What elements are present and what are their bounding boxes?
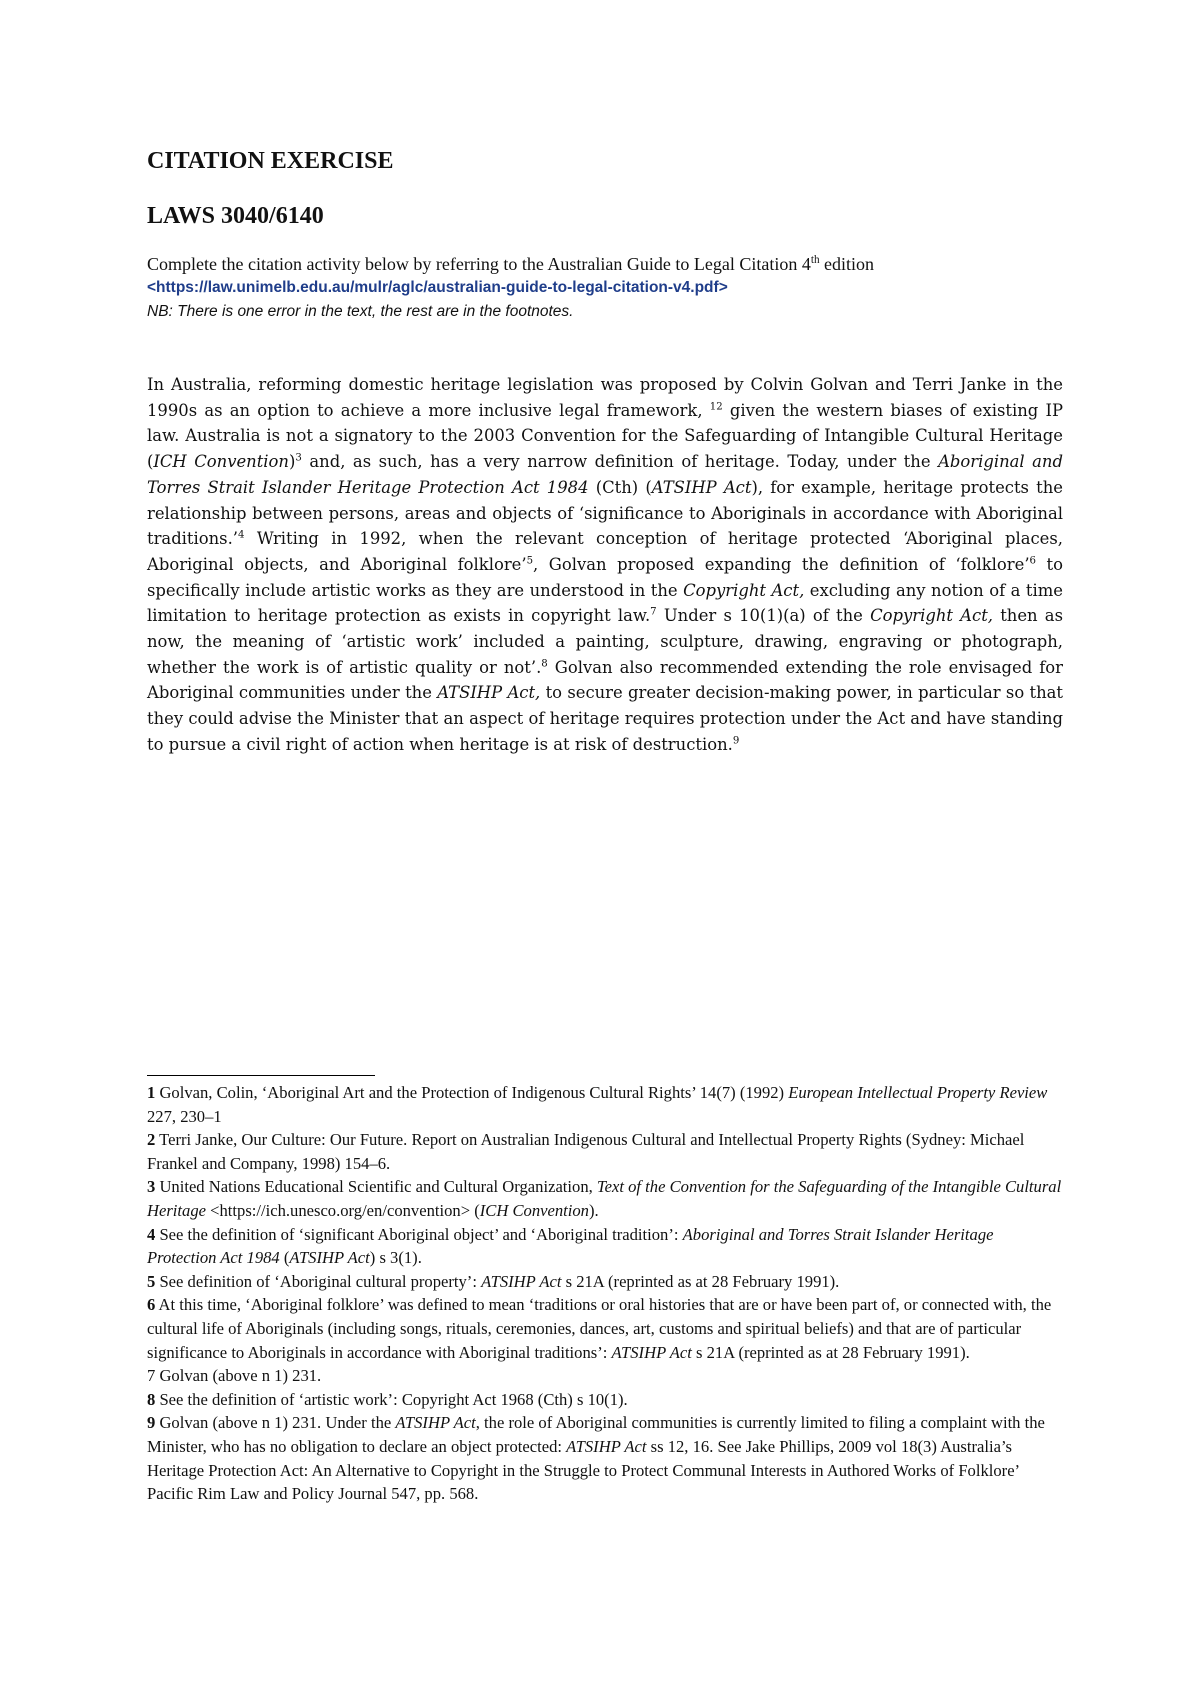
text-run: then as now, the meaning of ‘artistic work’ included a painting, sculpture, drawing, engraving or photograph, whether the work is of artistic quality or not’. — [147, 606, 1063, 677]
footnote-ref[interactable]: 4 — [238, 529, 245, 541]
footnote-9 — [147, 1411, 1063, 1505]
text-run: to secure greater decision-making power, in particular so that they could advise the Minister that an aspect of heritage requires protection under the Act and have standing to pursue a civil right of action when heritage is at risk of destruction. — [147, 683, 1064, 754]
italic-term: ATSIHP Act — [395, 1413, 476, 1433]
footnote-6 — [147, 1293, 1063, 1364]
footnote-number: 6 — [147, 1295, 156, 1315]
footnote-number: 9 — [147, 1413, 156, 1433]
course-code: LAWS 3040/6140 — [147, 203, 324, 229]
italic-term: ATSIHP Act, — [437, 683, 541, 703]
nb-note: NB: There is one error in the text, the rest are in the footnotes. — [147, 303, 574, 320]
text-run: Under s 10(1)(a) of the — [656, 606, 871, 626]
footnote-ref[interactable]: 12 — [709, 401, 723, 413]
ordinal-suffix: th — [810, 254, 820, 267]
instruction-line — [147, 252, 1067, 276]
footnote-ref[interactable]: 7 — [650, 607, 657, 619]
italic-term: ATSIHP Act — [611, 1342, 692, 1362]
text-run: <https://ich.unesco.org/en/convention> ( — [206, 1200, 480, 1220]
document-title: CITATION EXERCISE — [147, 148, 394, 174]
footnote-ref[interactable]: 3 — [295, 452, 302, 464]
footnote-separator — [147, 1075, 375, 1076]
text-run: See the definition of ‘significant Aboriginal object’ and ‘Aboriginal tradition’: — [155, 1224, 683, 1244]
footnote-number: 2 — [147, 1130, 156, 1150]
footnote-1 — [147, 1081, 1063, 1128]
italic-term: ATSIHP Act — [651, 477, 752, 497]
footnote-7 — [147, 1364, 1063, 1388]
text-run: to specifically include artistic works as they are understood in the — [147, 554, 1063, 600]
text-run: In Australia, reforming domestic heritage legislation was proposed by Colvin Golvan and Terri Janke in the 1990s as an option to achieve a more inclusive legal framework, — [147, 375, 1063, 420]
italic-term: ATSIHP Act — [289, 1248, 370, 1268]
text-run: United Nations Educational Scientific and Cultural Organization, — [155, 1177, 597, 1197]
footnote-ref[interactable]: 6 — [1029, 555, 1037, 567]
footnote-number: 3 — [147, 1177, 156, 1197]
text-run: , the role of Aboriginal communities is currently limited to filing a complaint with the Minister, who has no obligation to declare an object protected: — [147, 1413, 1045, 1456]
footnotes — [147, 1081, 1063, 1506]
italic-term: ATSIHP Act — [566, 1436, 647, 1456]
italic-term: Copyright Act, — [683, 580, 805, 600]
footnote-number: 8 — [147, 1389, 156, 1409]
footnote-number: 4 — [147, 1224, 156, 1244]
text-run: given the western biases of existing IP law. Australia is not a signatory to the 2003 Convention for the Safeguarding of Intangible Cultural Heritage ( — [147, 400, 1063, 472]
italic-term: European Intellectual Property Review — [788, 1083, 1048, 1102]
italic-term: ATSIHP Act — [481, 1271, 562, 1291]
text-run: ) — [288, 452, 296, 472]
text-run: ), for example, heritage protects the relationship between persons, areas and objects of ‘significance to Aboriginals in accordance with Aboriginal traditions.’ — [147, 477, 1063, 549]
italic-term: Copyright Act, — [870, 606, 993, 626]
footnote-5 — [147, 1270, 1063, 1294]
text-run: (Cth) ( — [588, 477, 652, 497]
text-run: excluding any notion of a time limitation to heritage protection as exists in copyright law. — [147, 580, 1063, 626]
text-run: and, as such, has a very narrow definition of heritage. Today, under the — [301, 452, 939, 472]
text-run: ( — [279, 1248, 290, 1268]
footnote-ref[interactable]: 5 — [526, 555, 534, 567]
instruction-text-end: edition — [819, 254, 875, 274]
text-run: ). — [588, 1200, 599, 1220]
footnote-number: 1 — [147, 1083, 156, 1102]
text-run: , Golvan proposed expanding the definition of ‘folklore’ — [533, 554, 1030, 574]
text-run: ) s 3(1). — [369, 1248, 422, 1268]
text-run: Golvan also recommended extending the role envisaged for Aboriginal communities under the — [147, 657, 1063, 703]
instruction-text: Complete the citation activity below by referring to the Australian Guide to Legal Citation 4 — [147, 254, 811, 274]
instructions — [147, 252, 1067, 324]
text-run: See definition of ‘Aboriginal cultural property’: — [155, 1271, 482, 1291]
body-paragraph — [147, 372, 1063, 758]
italic-term: ICH Convention — [479, 1200, 589, 1220]
text-run: At this time, ‘Aboriginal folklore’ was defined to mean ‘traditions or oral histories that are or have been part of, or connected with, the cultural life of Aboriginals (including songs, rituals, ceremonies, dances, art, customs and spiritual beliefs) and that are of particular significance to Aboriginals in accordance with Aboriginal traditions’: — [147, 1295, 1052, 1362]
footnote-ref[interactable]: 9 — [732, 735, 740, 747]
text-run: ss 12, 16. See Jake Phillips, 2009 vol 18(3) Australia’s Heritage Protection Act: An Alternative to Copyright in the Struggle to Protect Communal Interests in Authored Works of Folklore’ Pacific Rim Law and Policy Journal 547, pp. 568. — [147, 1436, 1019, 1504]
footnote-2 — [147, 1128, 1063, 1175]
text-run: See the definition of ‘artistic work’: Copyright Act 1968 (Cth) s 10(1). — [155, 1389, 628, 1409]
italic-term: ICH Convention — [153, 452, 289, 472]
italic-term: Text of the Convention for the Safeguarding of the Intangible Cultural Heritage — [147, 1177, 1062, 1220]
footnote-ref[interactable]: 8 — [541, 658, 548, 670]
text-run: 227, 230–1 — [147, 1106, 222, 1126]
text-run: 7 Golvan (above n 1) 231. — [147, 1366, 322, 1386]
italic-term: Aboriginal and Torres Strait Islander Heritage Protection Act 1984 — [147, 1224, 994, 1268]
aglc-link[interactable]: <https://law.unimelb.edu.au/mulr/aglc/australian-guide-to-legal-citation-v4.pdf> — [147, 279, 728, 296]
text-run: s 21A (reprinted as at 28 February 1991). — [561, 1271, 840, 1291]
text-run: s 21A (reprinted as at 28 February 1991). — [691, 1342, 970, 1362]
text-run: Terri Janke, Our Culture: Our Future. Report on Australian Indigenous Cultural and Intellectual Property Rights (Sydney: Michael Frankel and Company, 1998) 154–6. — [147, 1130, 1025, 1173]
footnote-number: 5 — [147, 1271, 156, 1291]
italic-term: Aboriginal and Torres Strait Islander Heritage Protection Act 1984 — [147, 452, 1063, 497]
footnote-4 — [147, 1223, 1063, 1270]
footnote-3 — [147, 1175, 1063, 1222]
footnote-8 — [147, 1388, 1063, 1412]
text-run: Golvan, Colin, ‘Aboriginal Art and the Protection of Indigenous Cultural Rights’ 14(7) (1992) — [155, 1083, 789, 1102]
text-run: Writing in 1992, when the relevant conception of heritage protected ‘Aboriginal places, Aboriginal objects, and Aboriginal folklore’ — [147, 529, 1063, 574]
body-text — [147, 372, 1063, 758]
text-run: Golvan (above n 1) 231. Under the — [155, 1413, 396, 1433]
